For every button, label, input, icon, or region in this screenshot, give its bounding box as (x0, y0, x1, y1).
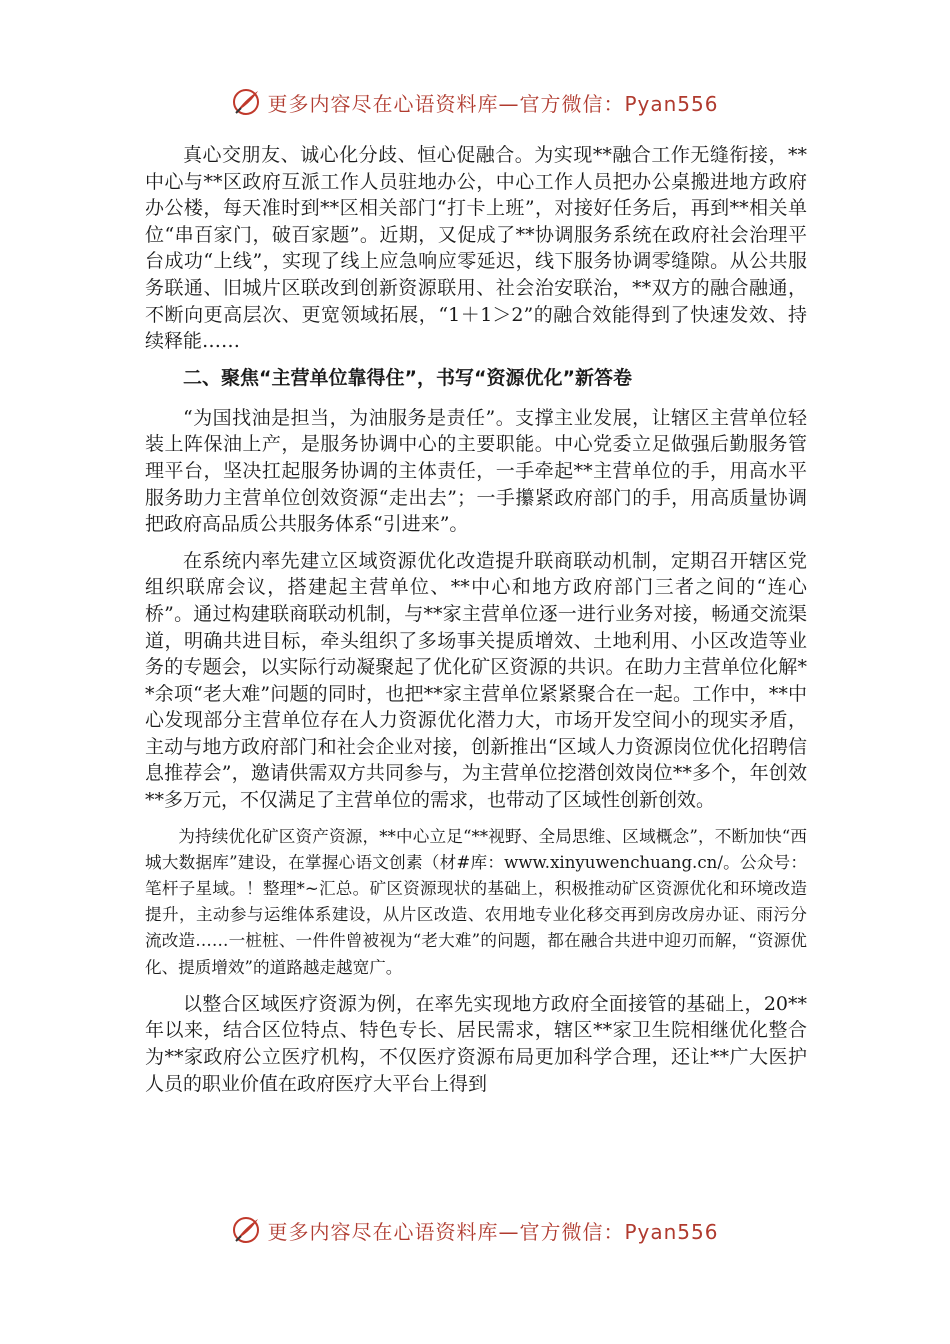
header-banner-text: 更多内容尽在心语资料库—官方微信：Pyan556 (267, 91, 719, 116)
paragraph-3: 在系统内率先建立区域资源优化改造提升联商联动机制，定期召开辖区党组织联席会议，搭建起主营单位、**中心和地方政府部门三者之间的“连心桥”。通过构建联商联动机制，与**家主营单位逐一进行业务对接，畅通交流渠道，明确共进目标，牵头组织了多场事关提质增效、土地利用、小区改造等业务的专题会，以实际行动凝聚起了优化矿区资源的共识。在助力主营单位化解**余项“老大难”问题的同时，也把**家主营单位紧紧聚合在一起。工作中，**中心发现部分主营单位存在人力资源优化潜力大，市场开发空间小的现实矛盾，主动与地方政府部门和社会企业对接，创新推出“区域人力资源岗位优化招聘信息推荐会”，邀请供需双方共同参与，为主营单位挖潜创效岗位**多个，年创效**多万元，不仅满足了主营单位的需求，也带动了区域性创新创效。 (145, 549, 807, 812)
footer-banner-text: 更多内容尽在心语资料库—官方微信：Pyan556 (267, 1219, 719, 1244)
quill-pen-logo-icon (231, 87, 261, 117)
quill-pen-logo-icon (231, 1215, 261, 1245)
document-body (145, 142, 807, 1107)
paragraph-2: “为国找油是担当，为油服务是责任”。支撑主业发展，让辖区主营单位轻装上阵保油上产，是服务协调中心的主要职能。中心党委立足做强后勤服务管理平台，坚决扛起服务协调的主体责任，一手牵起**主营单位的手，用高水平服务助力主营单位创效资源“走出去”；一手攥紧政府部门的手，用高质量协调把政府高品质公共服务体系“引进来”。 (145, 406, 807, 536)
section-heading-2: 二、聚焦“主营单位靠得住”，书写“资源优化”新答卷 (183, 366, 632, 389)
paragraph-1: 真心交朋友、诚心化分歧、恒心促融合。为实现**融合工作无缝衔接，**中心与**区政府互派工作人员驻地办公，中心工作人员把办公桌搬进地方政府办公楼，每天准时到**区相关部门“打卡上班”，对接好任务后，再到**相关单位“串百家门，破百家题”。近期，又促成了**协调服务系统在政府社会治理平台成功“上线”，实现了线上应急响应零延迟，线下服务协调零缝隙。从公共服务联通、旧城片区联改到创新资源联用、社会治安联治，**双方的融合融通，不断向更高层次、更宽领域拓展，“1＋1＞2”的融合效能得到了快速发效、持续释能…… (145, 144, 807, 353)
paragraph-4: 为持续优化矿区资产资源，**中心立足“**视野、全局思维、区域概念”，不断加快“西城大数据库”建设，在掌握心语文创素（材#库：www.xinyuwenchuang.cn/。公众号：笔杆子星域。！整理*~汇总。矿区资源现状的基础上，积极推动矿区资源优化和环境改造提升，主动参与运维体系建设，从片区改造、农用地专业化移交再到房改房办证、雨污分流改造……一桩桩、一件件曾被视为“老大难”的问题，都在融合共进中迎刃而解，“资源优化、提质增效”的道路越走越宽广。 (145, 826, 807, 977)
paragraph-5: 以整合区域医疗资源为例，在率先实现地方政府全面接管的基础上，20**年以来，结合区位特点、特色专长、居民需求，辖区**家卫生院相继优化整合为**家政府公立医疗机构，不仅医疗资源布局更加科学合理，还让**广大医护人员的职业价值在政府医疗大平台上得到 (145, 992, 807, 1095)
header-banner (0, 80, 950, 124)
footer-banner (0, 1208, 950, 1252)
